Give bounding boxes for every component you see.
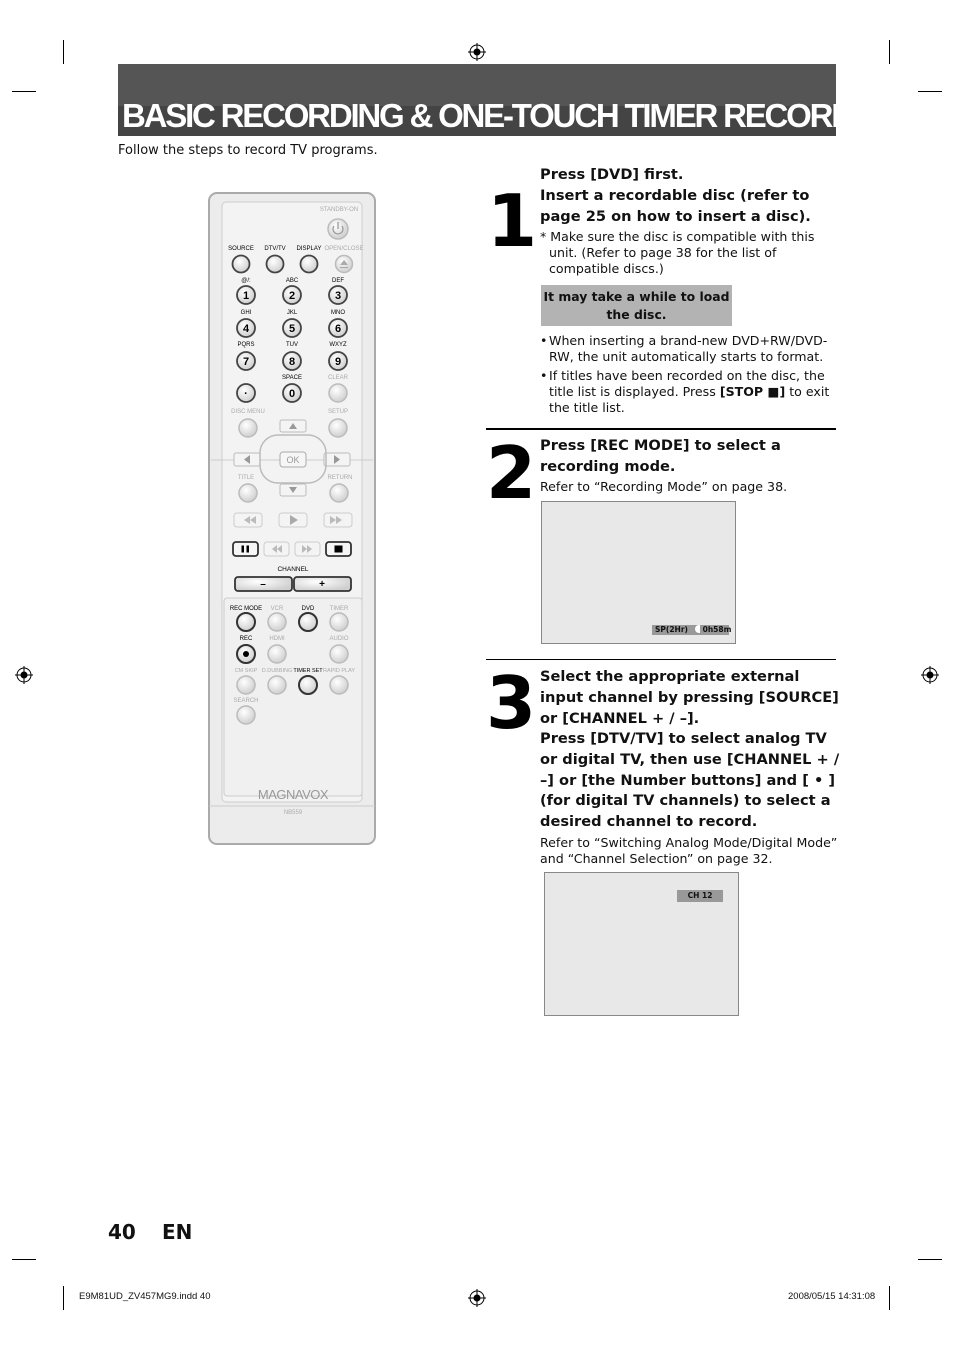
step-1-note-text: * Make sure the disc is compatible with this unit. (Refer to page 38 for the list of compatible discs.) [540,229,815,276]
key-0-button[interactable] [283,384,301,402]
footer-timestamp: 2008/05/15 14:31:08 [788,1291,876,1302]
step-2-body: Refer to “Recording Mode” on page 38. [540,479,788,494]
key-3-button[interactable] [329,286,347,304]
key4-sublabel: GHI [240,310,252,316]
timerset-button[interactable] [299,676,317,694]
rec-label: REC [239,636,253,642]
key7-sublabel: PQRS [237,342,255,348]
svg-text:8: 8 [288,356,296,368]
clear-label: CLEAR [327,375,349,381]
key-1-button[interactable] [237,286,255,304]
crop-mark [889,1286,890,1310]
step-3-number: 3 [486,661,534,745]
key8-sublabel: TUV [286,342,298,348]
intro-text: Follow the steps to record TV programs. [118,143,378,158]
bullet-format: • When inserting a brand-new DVD+RW/DVD-RW, the unit automatically starts to format. [540,333,840,365]
hdmi-button[interactable] [268,645,286,663]
step-1-heading-2: Insert a recordable disc (refer to page 25 on how to insert a disc). [540,187,811,225]
ok-button[interactable] [280,452,306,467]
clear-button[interactable] [329,384,347,402]
timer-button[interactable] [330,613,348,631]
registration-mark-icon [15,666,33,684]
step-2-number: 2 [486,431,534,515]
stop-button[interactable] [326,542,351,556]
cmskip-button[interactable] [237,676,255,694]
step-1-heading-1: Press [DVD] first. [540,166,684,183]
svg-text:OK: OK [286,455,300,465]
standby-button[interactable] [328,219,348,239]
down-arrow-button[interactable] [280,484,306,496]
search-label: SEARCH [233,698,259,704]
return-button[interactable] [330,484,348,502]
svg-text:6: 6 [334,323,342,335]
crop-mark [63,40,64,64]
svg-text:4: 4 [242,323,250,335]
step-3-body: Refer to “Switching Analog Mode/Digital Mode” and “Channel Selection” on page 32. [540,835,838,866]
display-label: DISPLAY [296,246,322,252]
display-button[interactable] [301,256,318,273]
discmenu-button[interactable] [239,419,257,437]
timer-label: TIMER [329,606,349,612]
crop-mark [12,91,36,92]
key5-sublabel: JKL [286,310,298,316]
key-6-button[interactable] [329,319,347,337]
step-1-note [540,229,840,277]
dvd-label: DVD [301,606,315,612]
channel-label: CHANNEL [277,566,309,573]
key6-sublabel: MNO [331,310,345,316]
registration-mark-icon [468,43,486,61]
svg-text:5: 5 [288,323,296,335]
hdmi-label: HDMI [269,636,285,642]
dtvtv-label: DTV/TV [264,246,286,252]
dtvtv-button[interactable] [267,256,284,273]
osd-time-remaining: 0h58m [692,625,729,635]
recmode-button[interactable] [237,613,255,631]
registration-mark-icon [921,666,939,684]
skip-forward-button[interactable] [295,542,320,556]
recmode-label: REC MODE [229,606,263,612]
crop-mark [918,91,942,92]
openclose-button[interactable] [336,256,353,273]
svg-text:0: 0 [288,388,296,400]
crop-mark [63,1286,64,1310]
vcr-button[interactable] [268,613,286,631]
up-arrow-button[interactable] [280,420,306,432]
section-divider [486,428,836,430]
key-4-button[interactable] [237,319,255,337]
key1-sublabel: @/: [241,278,251,284]
source-label: SOURCE [228,246,254,252]
setup-button[interactable] [329,419,347,437]
dubbing-label: D.DUBBING [261,668,293,674]
key-9-button[interactable] [329,352,347,370]
crop-mark [918,1259,942,1260]
key9-sublabel: WXYZ [329,342,347,348]
rec-button[interactable] [237,645,255,663]
svg-text:–: – [260,579,266,590]
rewind-button[interactable] [234,513,262,527]
crop-mark [889,40,890,64]
page-number: 40 [108,1220,136,1244]
audio-button[interactable] [330,645,348,663]
right-arrow-button[interactable] [324,453,350,466]
left-arrow-button[interactable] [234,453,260,466]
svg-text:·: · [244,388,248,400]
standby-label: STANDBY-ON [319,207,359,213]
svg-text:7: 7 [242,356,250,368]
key-2-button[interactable] [283,286,301,304]
crop-mark [12,1259,36,1260]
osd-channel: CH 12 [677,890,723,902]
fast-forward-button[interactable] [324,513,352,527]
discmenu-label: DISC MENU [231,409,265,415]
rec-mode-screen [541,501,736,644]
svg-text:3: 3 [334,290,342,302]
cmskip-label: CM SKIP [234,668,258,674]
remote-control-illustration [208,192,378,852]
channel-minus-button[interactable] [235,577,292,591]
step-1-bullets [540,333,840,419]
bullet-title-list: • If titles have been recorded on the disc, the title list is displayed. Press [STOP ■] to exit the title list. [540,368,840,416]
pause-button[interactable] [233,542,258,556]
svg-text:+: + [319,579,325,590]
registration-mark-icon [468,1289,486,1307]
channel-plus-button[interactable] [294,577,351,591]
step-3-heading-1: Select the appropriate external input channel by pressing [SOURCE] or [CHANNEL + / –]. [540,668,839,727]
audio-label: AUDIO [329,636,349,642]
key-8-button[interactable] [283,352,301,370]
skip-back-button[interactable] [264,542,289,556]
rapidplay-button[interactable] [330,676,348,694]
step-3-heading-2: Press [DTV/TV] to select analog TV or digital TV, then use [CHANNEL + / –] or [the Number buttons] and [ • ] (for digital TV channels) to select a desired channel to record. [540,730,840,831]
key-5-button[interactable] [283,319,301,337]
key-7-button[interactable] [237,352,255,370]
osd-mode: SP(2Hr) [652,625,692,635]
channel-screen [544,872,739,1016]
rapidplay-label: RAPID PLAY [323,668,355,674]
stop-key-ref: [STOP ■] [719,384,786,399]
openclose-label: OPEN/CLOSE [324,246,364,252]
page-language: EN [162,1220,193,1244]
title-button[interactable] [239,484,257,502]
section-divider [486,659,836,660]
brand-logo: MAGNAVOX [257,787,329,802]
page-title: BASIC RECORDING & ONE-TOUCH TIMER RECORDING [122,97,905,134]
svg-text:9: 9 [334,356,342,368]
step-2-heading: Press [REC MODE] to select a recording mode. [540,437,781,475]
search-button[interactable] [237,706,255,724]
disc-icon [695,625,700,633]
page-title-bar [118,64,905,136]
step-1-number: 1 [487,179,535,263]
footer-file: E9M81UD_ZV457MG9.indd 40 [79,1291,211,1302]
key3-sublabel: DEF [332,278,344,284]
model-label: NB559 [283,810,303,816]
title-label: TITLE [237,475,255,481]
source-button[interactable] [233,256,250,273]
setup-label: SETUP [327,409,349,415]
play-button[interactable] [279,513,307,527]
loading-note-box: It may take a while to load the disc. [541,285,732,326]
key2-sublabel: ABC [285,278,299,284]
svg-text:1: 1 [242,290,250,302]
dubbing-button[interactable] [268,676,286,694]
dot-button[interactable] [237,384,255,402]
timerset-label: TIMER SET [293,668,323,674]
space-label: SPACE [282,375,302,381]
vcr-label: VCR [270,606,284,612]
dvd-button[interactable] [299,613,317,631]
svg-text:2: 2 [288,290,296,302]
return-label: RETURN [327,475,353,481]
